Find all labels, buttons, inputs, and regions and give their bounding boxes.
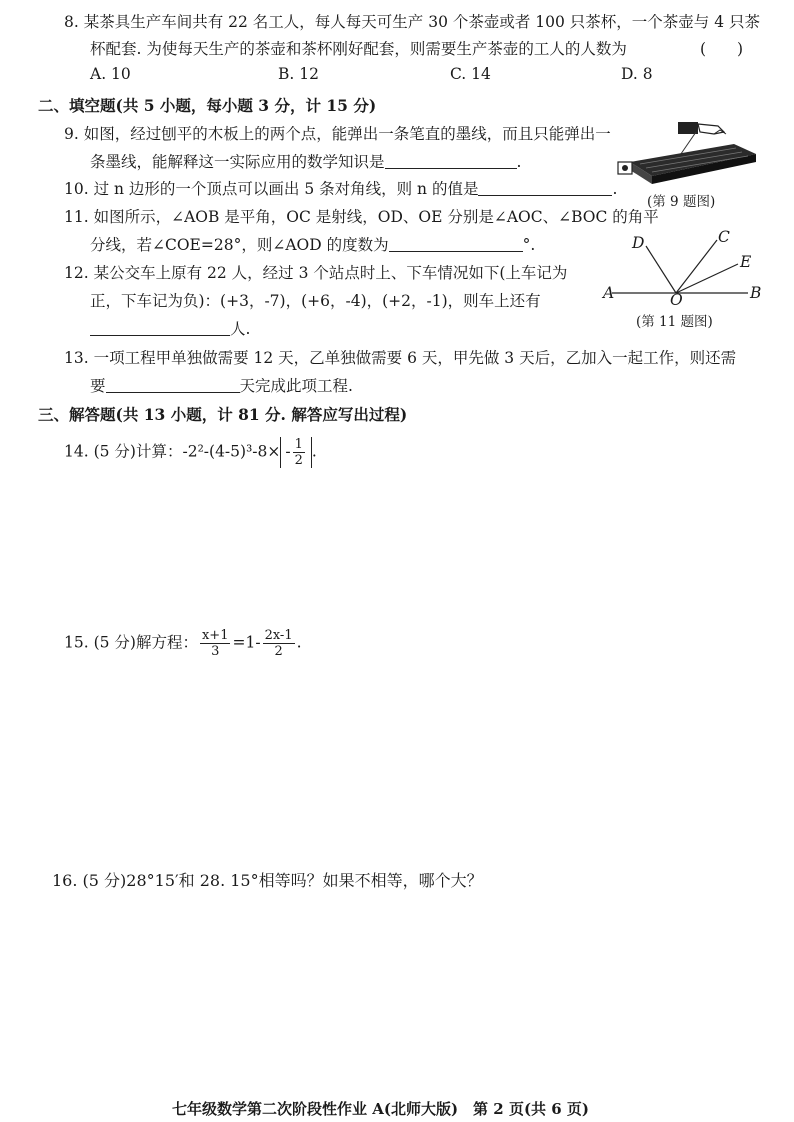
page-footer: 七年级数学第二次阶段性作业 A(北师大版) 第 2 页(共 6 页) <box>172 1100 590 1118</box>
q15-rhs-fraction <box>263 628 295 659</box>
q11-answer-blank[interactable] <box>389 237 523 252</box>
q15-end: . <box>296 633 302 652</box>
q11-label-d: D <box>632 234 645 252</box>
board-icon <box>630 144 756 184</box>
q14-abs-sign: - <box>285 442 291 461</box>
q11-line1: 11. 如图所示，∠AOB 是平角，OC 是射线，OD、OE 分别是∠AOC、∠BOC 的角平 <box>64 208 659 226</box>
q11-line2-text: 分线，若∠COE=28°，则∠AOD 的度数为 <box>90 236 389 254</box>
q14-prefix: 14. (5 分)计算： <box>64 442 183 461</box>
q15-prefix: 15. (5 分)解方程： <box>64 633 198 652</box>
q15-rhs-numerator: 2x-1 <box>264 628 293 643</box>
q8-option-b: B. 12 <box>278 65 319 83</box>
q8-option-c: C. 14 <box>450 65 491 83</box>
section2-title: 二、填空题(共 5 小题，每小题 3 分，计 15 分) <box>38 96 377 115</box>
q8-option-a: A. 10 <box>90 65 131 83</box>
q14-fraction <box>293 437 305 468</box>
ray-oe <box>676 264 738 293</box>
q15-rhs-denominator: 2 <box>274 644 283 659</box>
ray-od <box>646 246 676 293</box>
q9-figure-caption: (第 9 题图) <box>647 194 716 210</box>
q14-end: . <box>311 442 317 461</box>
q15-lhs-denominator: 3 <box>211 644 220 659</box>
q8-option-d: D. 8 <box>621 65 653 83</box>
q10-answer-blank[interactable] <box>478 181 612 196</box>
q11-line2 <box>90 233 535 255</box>
q11-label-e: E <box>740 253 752 271</box>
q12-line2: 正，下车记为负)：(+3，-7)，(+6，-4)，(+2，-1)，则车上还有 <box>90 292 541 310</box>
q9-answer-blank[interactable] <box>385 154 517 169</box>
q16-line: 16. (5 分)28°15′和 28. 15°相等吗？如果不相等，哪个大？ <box>52 871 483 890</box>
q14-expression: -2²-(4-5)³-8× <box>182 442 281 461</box>
q8-answer-paren: ( ) <box>700 40 744 58</box>
ink-box-icon <box>618 162 632 174</box>
q8-line2: 杯配套. 为使每天生产的茶壶和茶杯刚好配套，则需要生产茶壶的工人的人数为 <box>90 40 627 58</box>
q15-middle: =1- <box>232 633 261 652</box>
hand-icon <box>678 122 726 134</box>
q12-answer-blank[interactable] <box>90 321 230 336</box>
q15-lhs-fraction <box>200 628 231 659</box>
q10-text: 10. 过 n 边形的一个顶点可以画出 5 条对角线，则 n 的值是 <box>64 180 479 198</box>
q15-lhs-numerator: x+1 <box>201 628 229 643</box>
q15-line <box>64 628 302 659</box>
q13-answer-blank[interactable] <box>106 378 240 393</box>
ray-oc <box>676 240 717 293</box>
q9-line2 <box>90 150 521 172</box>
section3-title: 三、解答题(共 13 小题，计 81 分. 解答应写出过程) <box>38 405 408 424</box>
q10-line <box>64 177 617 199</box>
q12-line1: 12. 某公交车上原有 22 人，经过 3 个站点时上、下车情况如下(上车记为 <box>64 264 568 282</box>
q11-label-a: A <box>603 284 615 302</box>
q14-absolute-value <box>280 437 312 468</box>
q14-fraction-denominator: 2 <box>294 453 303 468</box>
q12-line3 <box>90 317 250 339</box>
q14-line <box>64 437 317 468</box>
q13-line2 <box>90 374 353 396</box>
q11-label-c: C <box>718 228 730 246</box>
q11-line2-end: °. <box>522 236 536 254</box>
q10-end: . <box>612 180 618 198</box>
q11-figure-caption: (第 11 题图) <box>636 314 713 330</box>
q14-fraction-numerator: 1 <box>294 437 303 452</box>
q11-label-o: O <box>670 291 683 309</box>
q11-label-b: B <box>750 284 762 302</box>
q9-figure <box>616 120 766 190</box>
q9-line2-end: . <box>516 153 522 171</box>
q13-line1: 13. 一项工程甲单独做需要 12 天，乙单独做需要 6 天，甲先做 3 天后，乙加入一起工作，则还需 <box>64 349 737 367</box>
q13-line2-end: 天完成此项工程. <box>239 377 353 395</box>
q8-line1: 8. 某茶具生产车间共有 22 名工人，每人每天可生产 30 个茶壶或者 100 只茶杯，一个茶壶与 4 只茶 <box>64 13 761 31</box>
q9-line2-text: 条墨线，能解释这一实际应用的数学知识是 <box>90 153 385 171</box>
q9-line1: 9. 如图，经过刨平的木板上的两个点，能弹出一条笔直的墨线，而且只能弹出一 <box>64 125 611 143</box>
q12-line3-end: 人. <box>230 320 251 338</box>
q13-line2-start: 要 <box>90 377 106 395</box>
